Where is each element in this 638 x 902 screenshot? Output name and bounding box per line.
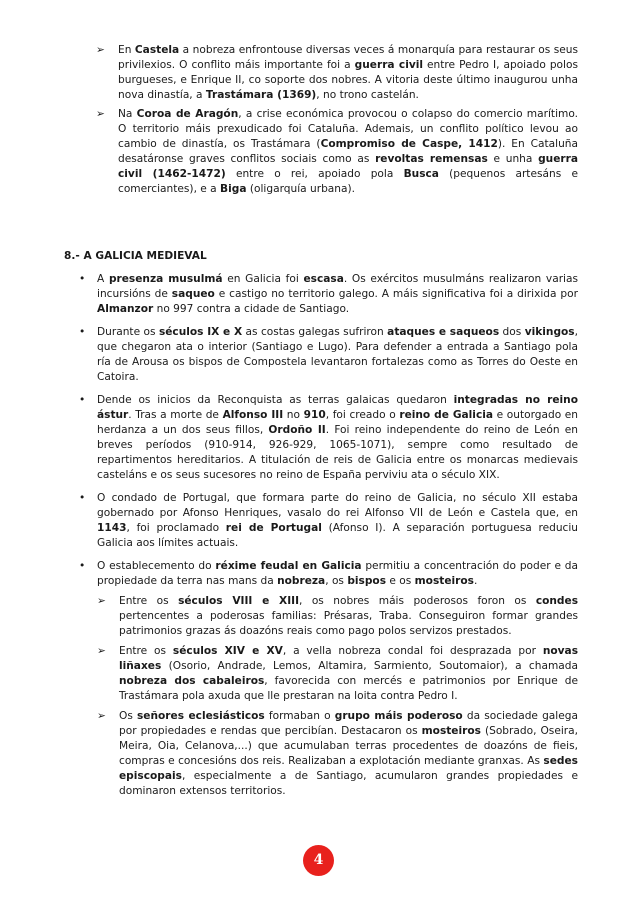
bold-term: señores eclesiásticos [137, 710, 265, 722]
bold-term: séculos VIII e XIII [178, 595, 300, 607]
section-heading: 8.- A GALICIA MEDIEVAL [64, 250, 207, 262]
item-text: Dende os inicios da Reconquista as terras galaicas quedaron integradas no reino ástur. Tras a morte de Alfonso III no 910, foi creado o reino de Galicia e outorgado en herdanza a un dos seus fillos, Ordoño II. Foi reino independente do reino de León en breves períodos (910-914, 926-929, 1065-1071), sempre como resultado de repartimentos hereditarios. A titulación de reis de Galicia entre os monarcas medievais casteláns e os seus sucesores no reino de España perviviu ata o século XIX. [97, 394, 579, 481]
bold-term: novas liñaxes [119, 645, 579, 672]
bullet-portugal [79, 491, 578, 551]
bold-term: réxime feudal en Galicia [215, 560, 362, 572]
bold-term: Alfonso III [222, 409, 284, 421]
bullet-reino-galicia [79, 393, 578, 483]
arrow-bullet-icon: ➢ [96, 44, 105, 56]
bold-term: séculos XIV e XV [172, 645, 283, 657]
bullet-dot-icon: • [79, 394, 86, 406]
bold-term: grupo máis poderoso [334, 710, 463, 722]
bold-term: condes [535, 595, 579, 607]
bold-term: vikingos [524, 326, 575, 338]
item-text: A presenza musulmá en Galicia foi escasa. Os exércitos musulmáns realizaron varias incursións de saqueo e castigo no territorio galego. A máis significativa foi a dirixida por Almanzor no 997 contra a cidade de Santiago. [97, 273, 578, 315]
item-text: O condado de Portugal, que formara parte do reino de Galicia, no século XII estaba gobernado por Afonso Henriques, vasalo do rei Alfonso VII de León e Castela que, en 1143, foi proclamado rei de Portugal (Afonso I). A separación portuguesa reduciu Galicia aos límites actuais. [97, 492, 579, 549]
arrow-bullet-icon: ➢ [96, 108, 105, 120]
arrow-bullet-icon: ➢ [97, 595, 106, 607]
bold-term: nobreza dos cabaleiros [119, 675, 265, 687]
arrow-bullet-icon: ➢ [97, 710, 106, 722]
item-text: Na Coroa de Aragón, a crise económica provocou o colapso do comercio marítimo. O territorio máis prexudicado foi Cataluña. Ademais, un conflito político levou ao cambio de dinastía, os Trastámara (Compromiso de Caspe, 1412). En Cataluña desatáronse graves conflitos sociais como as revoltas remensas e unha guerra civil (1462-1472) entre o rei, apoiado pola Busca (pequenos artesáns e comerciantes), e a Biga (oligarquía urbana). [118, 108, 578, 195]
item-text: O establecemento do réxime feudal en Galicia permitiu a concentración do poder e da propiedade da terra nas mans da nobreza, os bispos e os mosteiros. [97, 560, 578, 587]
bold-term: escasa [303, 273, 344, 285]
bold-term: séculos IX e X [158, 326, 243, 338]
bold-term: mosteiros [421, 725, 481, 737]
bullet-dot-icon: • [79, 492, 86, 504]
item-text: Os señores eclesiásticos formaban o grupo máis poderoso da sociedade galega por propiedades e rendas que percibían. Destacaron os mosteiros (Sobrado, Oseira, Meira, Oia, Celanova,...) que acumulaban terras procedentes de doazóns de fieis, compras e concesións dos reis. Realizaban a explotación mediante granxas. As sedes episcopais, especialmente a de Santiago, acumularon grandes propiedades e dominaron extensos territorios. [119, 710, 578, 797]
bold-term: revoltas remensas [375, 153, 488, 165]
arrow-item-castela [96, 43, 578, 103]
sub-item-linaxes [97, 644, 578, 704]
bold-term: 910 [303, 409, 326, 421]
bold-term: Coroa de Aragón [136, 108, 239, 120]
arrow-item-aragon [96, 107, 578, 197]
bold-term: Almanzor [97, 303, 154, 315]
item-text: Entre os séculos XIV e XV, a vella nobreza condal foi desprazada por novas liñaxes (Osorio, Andrade, Lemos, Altamira, Sarmiento, Soutomaior), a chamada nobreza dos cabaleiros, favorecida con mercés e patrimonios por Enrique de Trastámara pola axuda que lle prestaran na loita contra Pedro I. [119, 645, 579, 702]
bold-term: bispos [347, 575, 387, 587]
bold-term: reino de Galicia [399, 409, 494, 421]
bold-term: guerra civil [354, 59, 423, 71]
bold-term: sedes episcopais [119, 755, 578, 782]
bold-term: saqueo [171, 288, 215, 300]
bold-term: integradas no reino ástur [97, 394, 578, 421]
bold-term: rei de Portugal [225, 522, 322, 534]
arrow-bullet-icon: ➢ [97, 645, 106, 657]
bullet-musulma [79, 272, 578, 317]
bold-term: Ordoño II [268, 424, 326, 436]
bullet-dot-icon: • [79, 560, 86, 572]
feudal-sub-list [97, 594, 578, 799]
bold-term: Compromiso de Caspe, 1412 [320, 138, 498, 150]
bullet-dot-icon: • [79, 273, 86, 285]
sub-item-eclesiasticos [97, 709, 578, 799]
bold-term: ataques e saqueos [387, 326, 500, 338]
bold-term: guerra civil (1462-1472) [118, 153, 578, 180]
bold-term: mosteiros [414, 575, 474, 587]
galicia-bullet-list [79, 272, 578, 807]
bold-term: 1143 [97, 522, 127, 534]
top-arrow-list [96, 43, 578, 201]
bullet-dot-icon: • [79, 326, 86, 338]
item-text: Entre os séculos VIII e XIII, os nobres máis poderosos foron os condes pertencentes a poderosas familias: Présaras, Traba. Conseguiron formar grandes patrimonios grazas ás doazóns reais como pago polos servizos prestados. [119, 595, 579, 637]
item-text: Durante os séculos IX e X as costas galegas sufriron ataques e saqueos dos vikingos, que chegaron ata o interior (Santiago e Lugo). Para defender a entrada a Santiago pola ría de Arousa os bispos de Compostela levantaron fortalezas como as Torres do Oeste en Catoira. [97, 326, 578, 383]
bold-term: presenza musulmá [108, 273, 223, 285]
bold-term: nobreza [277, 575, 326, 587]
item-text: En Castela a nobreza enfrontouse diversas veces á monarquía para restaurar os seus privilexios. O conflito máis importante foi a guerra civil entre Pedro I, apoiado polos burgueses, e Enrique II, co soporte dos nobres. A vitoria deste último inaugurou unha nova dinastía, a Trastámara (1369), no trono castelán. [118, 44, 578, 101]
page-number-badge: 4 [303, 845, 334, 876]
bold-term: Castela [134, 44, 180, 56]
bullet-vikingos [79, 325, 578, 385]
bullet-feudal [79, 559, 578, 799]
bold-term: Biga [220, 183, 247, 195]
sub-item-condes [97, 594, 578, 639]
bold-term: Busca [403, 168, 439, 180]
bold-term: Trastámara (1369) [205, 89, 317, 101]
